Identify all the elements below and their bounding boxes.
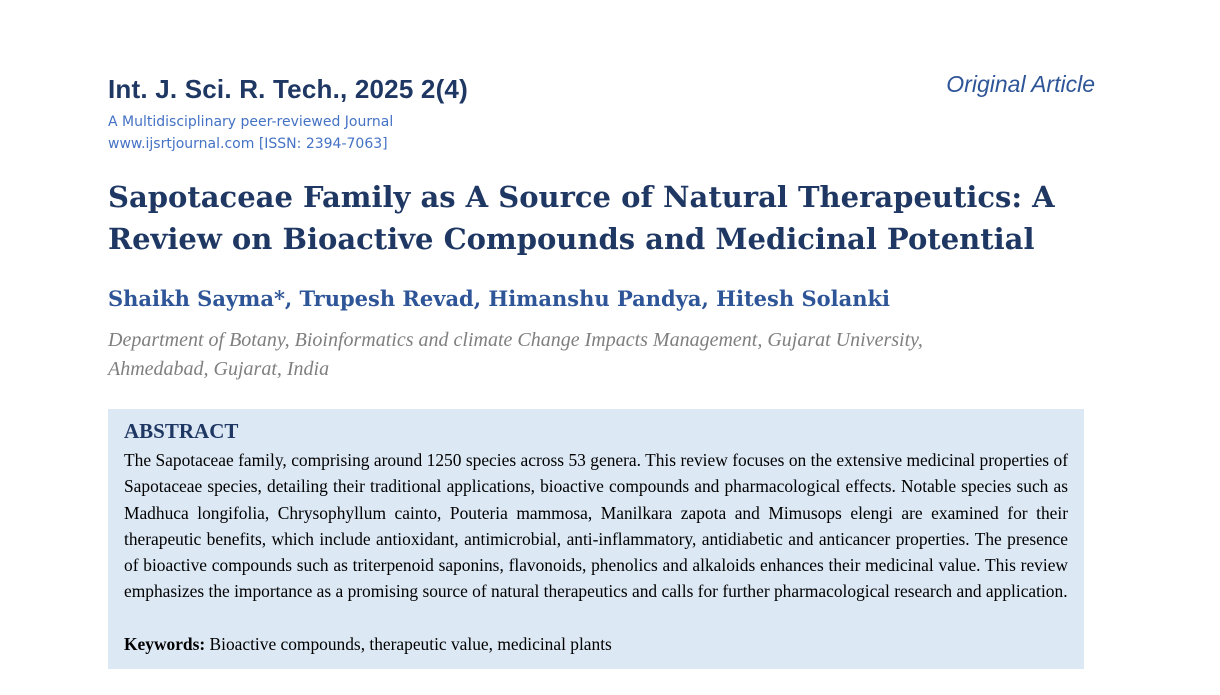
journal-title: Int. J. Sci. R. Tech., 2025 2(4) xyxy=(108,74,468,104)
keywords-values: Bioactive compounds, therapeutic value, medicinal plants xyxy=(209,634,612,654)
abstract-heading: ABSTRACT xyxy=(124,419,239,443)
journal-subtitle: A Multidisciplinary peer-reviewed Journal xyxy=(108,114,394,130)
abstract-box xyxy=(108,409,1084,669)
article-type-label: Original Article xyxy=(946,71,1095,97)
keywords-label: Keywords: xyxy=(124,634,206,654)
journal-website-issn[interactable]: www.ijsrtjournal.com [ISSN: 2394-7063] xyxy=(108,136,388,152)
author-affiliation: Department of Botany, Bioinformatics and climate Change Impacts Management, Gujarat University, Ahmedabad, Gujarat, India xyxy=(108,329,923,380)
abstract-text: The Sapotaceae family, comprising around 1250 species across 53 genera. This review focuses on the extensive medicinal properties of Sapotaceae species, detailing their traditional applications, bioactive compounds and pharmacological effects. Notable species such as Madhuca longifolia, Chrysophyllum cainto, Pouteria mammosa, Manilkara zapota and Mimusops elengi are examined for their therapeutic benefits, which include antioxidant, antimicrobial, anti-inflammatory, antidiabetic and anticancer properties. The presence of bioactive compounds such as triterpenoid saponins, flavonoids, phenolics and alkaloids enhances their medicinal value. This review emphasizes the importance as a promising source of natural therapeutics and calls for further pharmacological research and application. xyxy=(124,450,1068,602)
author-list: Shaikh Sayma*, Trupesh Revad, Himanshu Pandya, Hitesh Solanki xyxy=(108,286,890,311)
article-title: Sapotaceae Family as A Source of Natural Therapeutics: A Review on Bioactive Compounds and Medicinal Potential xyxy=(108,180,1055,256)
keywords-line xyxy=(124,631,1068,657)
